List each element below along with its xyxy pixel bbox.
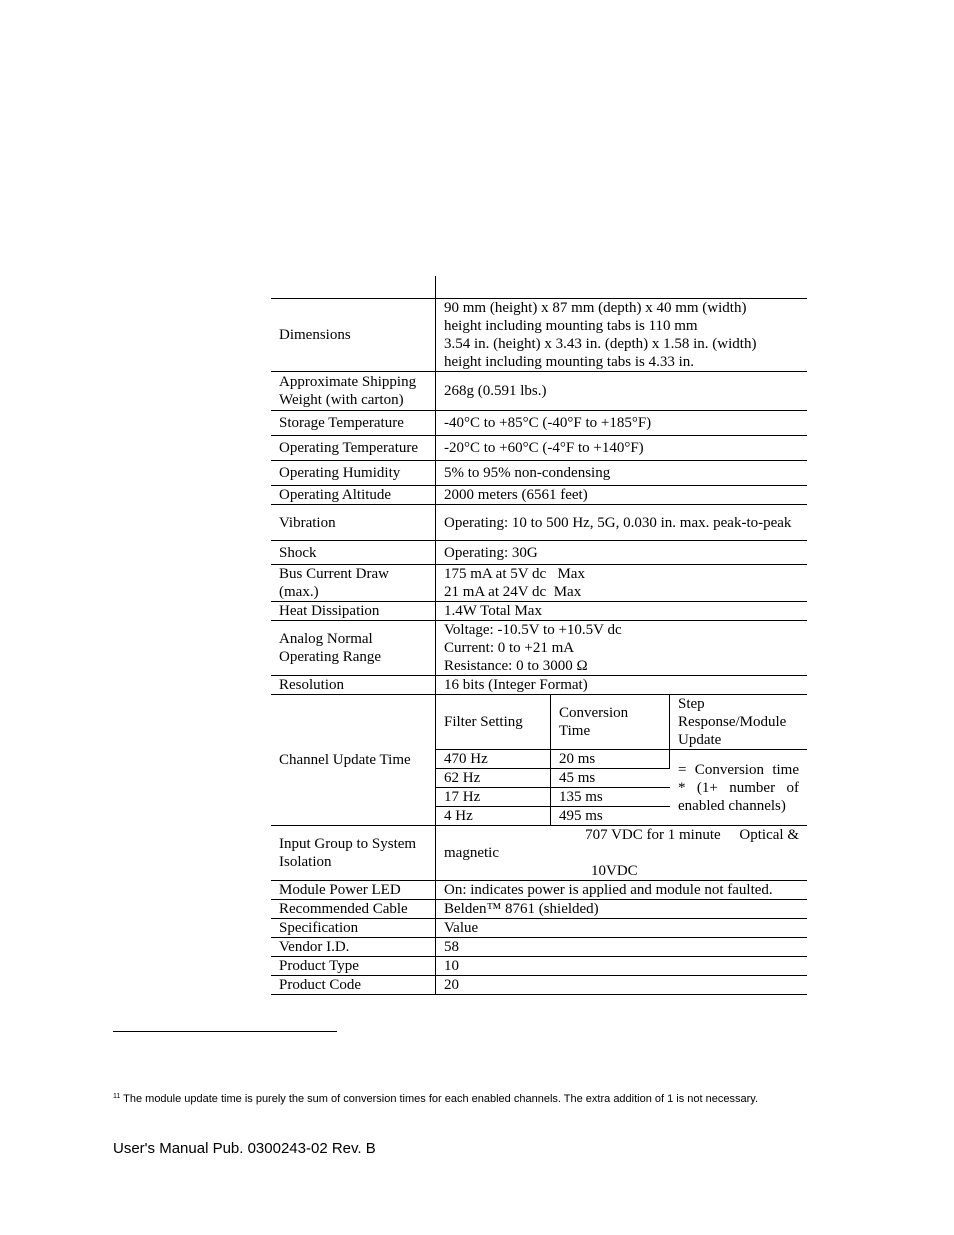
table-row [271,436,807,461]
filter-table-row [436,750,807,769]
conversion-value: 135 ms [551,788,670,807]
bus-current-value [436,565,808,602]
analog-range-label: Analog Normal Operating Range [271,621,436,676]
vendor-label: Vendor I.D. [271,938,436,957]
conversion-value: 495 ms [559,808,603,824]
isolation-part1: 707 VDC for 1 minute Optical & [585,827,799,843]
table-row [271,826,807,881]
step-response-header: Step Response/Module Update [670,695,808,750]
table-row [271,976,807,995]
isolation-value [436,826,808,881]
humidity-label: Operating Humidity [271,461,436,486]
table-row [271,900,807,919]
vibration-value: Operating: 10 to 500 Hz, 5G, 0.030 in. max. peak-to-peak [436,505,808,541]
isolation-part3: 10VDC [591,863,638,879]
filter-value: 17 Hz [436,788,551,807]
shipping-value: 268g (0.591 lbs.) [436,372,808,411]
heat-value: 1.4W Total Max [436,602,808,621]
dimensions-value [436,299,808,372]
power-led-label: Module Power LED [271,881,436,900]
specification-value: Value [436,919,808,938]
bus-current-line: 175 mA at 5V dc Max [444,566,585,582]
dimensions-line: 90 mm (height) x 87 mm (depth) x 40 mm (width) [444,300,747,316]
operating-temp-label: Operating Temperature [271,436,436,461]
analog-range-value [436,621,808,676]
table-row [271,957,807,976]
table-row [271,676,807,695]
filter-value: 62 Hz [436,769,551,788]
filter-value: 470 Hz [436,750,551,769]
dimensions-line: 3.54 in. (height) x 3.43 in. (depth) x 1.58 in. (width) [444,336,757,352]
power-led-value: On: indicates power is applied and module not faulted. [436,881,808,900]
conversion-value: 45 ms [551,769,670,788]
table-row [271,505,807,541]
channel-update-value [436,695,808,826]
operating-temp-value: -20°C to +60°C (-4°F to +140°F) [436,436,808,461]
channel-update-label: Channel Update Time [271,695,436,826]
table-row [271,486,807,505]
table-row [271,276,807,299]
altitude-value: 2000 meters (6561 feet) [436,486,808,505]
bus-current-label: Bus Current Draw (max.) [271,565,436,602]
storage-temp-value: -40°C to +85°C (-40°F to +185°F) [436,411,808,436]
footnote-number: 11 [113,1093,121,1100]
table-row [271,461,807,486]
table-row [271,372,807,411]
filter-value: 4 Hz [436,807,551,826]
conversion-time-header: Conversion Time [551,695,670,750]
product-type-label: Product Type [271,957,436,976]
isolation-part2: magnetic [444,845,499,861]
resolution-label: Resolution [271,676,436,695]
footnote-text: The module update time is purely the sum of conversion times for each enabled channels. The extra addition of 1 is not necessary. [123,1093,759,1105]
table-row [271,411,807,436]
blank-value-cell [436,276,808,299]
step-formula: = Conversion time * (1+ number of enabled channels) [678,761,799,814]
table-row [271,621,807,676]
filter-table-header [436,695,807,750]
blank-label-cell [271,276,436,299]
page-footer: User's Manual Pub. 0300243-02 Rev. B [113,1140,376,1157]
table-row [271,938,807,957]
conversion-value: 20 ms [551,750,670,769]
specifications-table [271,276,807,995]
storage-temp-label: Storage Temperature [271,411,436,436]
isolation-label: Input Group to System Isolation [271,826,436,881]
filter-table [436,695,807,825]
footnote-separator [113,1031,337,1032]
analog-range-line: Current: 0 to +21 mA [444,640,575,656]
analog-range-line: Resistance: 0 to 3000 Ω [444,658,588,674]
cable-value: Belden™ 8761 (shielded) [436,900,808,919]
shock-label: Shock [271,541,436,565]
table-row [271,602,807,621]
product-type-value: 10 [436,957,808,976]
shipping-label: Approximate Shipping Weight (with carton) [271,372,436,411]
dimensions-line: height including mounting tabs is 110 mm [444,318,698,334]
cable-label: Recommended Cable [271,900,436,919]
table-row [271,541,807,565]
bus-current-line: 21 mA at 24V dc Max [444,584,582,600]
filter-setting-header: Filter Setting [436,695,551,750]
humidity-value: 5% to 95% non-condensing [436,461,808,486]
table-row [271,881,807,900]
table-row [271,565,807,602]
resolution-value: 16 bits (Integer Format) [436,676,808,695]
analog-range-line: Voltage: -10.5V to +10.5V dc [444,622,622,638]
vendor-value: 58 [436,938,808,957]
shock-value: Operating: 30G [436,541,808,565]
dimensions-label: Dimensions [271,299,436,372]
footnote [113,1092,841,1106]
product-code-label: Product Code [271,976,436,995]
vibration-label: Vibration [271,505,436,541]
specification-label: Specification [271,919,436,938]
dimensions-line: height including mounting tabs is 4.33 in. [444,354,694,370]
table-row [271,695,807,826]
product-code-value: 20 [436,976,808,995]
altitude-label: Operating Altitude [271,486,436,505]
heat-label: Heat Dissipation [271,602,436,621]
table-row [271,919,807,938]
table-row [271,299,807,372]
